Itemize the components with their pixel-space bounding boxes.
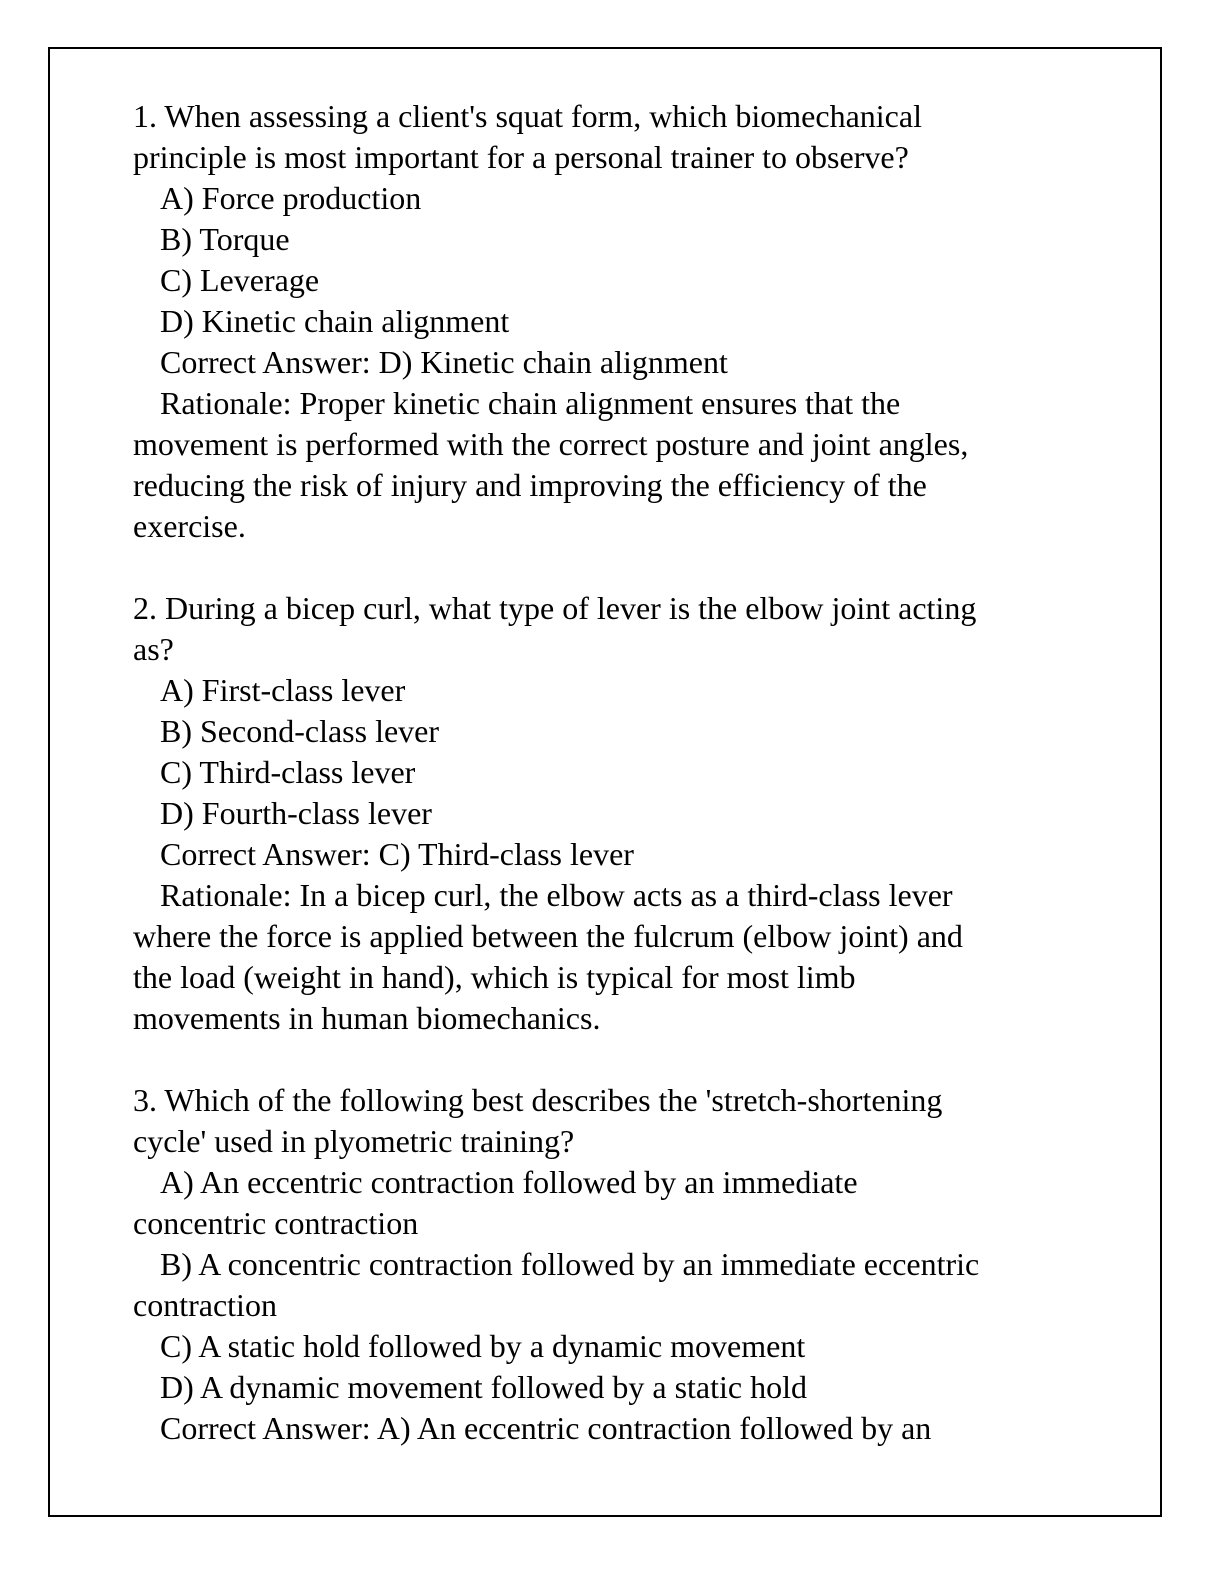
option-d: D) A dynamic movement followed by a static hold [160, 1369, 807, 1405]
paragraph-gap [133, 1039, 1093, 1080]
option-b: B) Torque [160, 221, 290, 257]
option-c: C) A static hold followed by a dynamic movement [160, 1328, 806, 1364]
question-stem-line: 2. During a bicep curl, what type of lever is the elbow joint acting [133, 590, 977, 626]
rationale-line: Rationale: Proper kinetic chain alignment ensures that the [160, 385, 901, 421]
option-b-continued: contraction [133, 1287, 277, 1323]
question-stem-line: 3. Which of the following best describes the 'stretch-shortening [133, 1082, 943, 1118]
option-d: D) Kinetic chain alignment [160, 303, 510, 339]
correct-answer: Correct Answer: A) An eccentric contraction followed by an [160, 1410, 932, 1446]
option-a: A) An eccentric contraction followed by an immediate [160, 1164, 858, 1200]
question-stem-line: as? [133, 631, 174, 667]
document-body [133, 96, 1093, 1449]
option-c: C) Leverage [160, 262, 320, 298]
correct-answer: Correct Answer: C) Third-class lever [160, 836, 634, 872]
question-1 [133, 96, 1093, 547]
option-b: B) Second-class lever [160, 713, 440, 749]
correct-answer: Correct Answer: D) Kinetic chain alignment [160, 344, 728, 380]
question-3 [133, 1080, 1093, 1449]
paragraph-gap [133, 547, 1093, 588]
question-stem-line: cycle' used in plyometric training? [133, 1123, 575, 1159]
rationale-line: where the force is applied between the fulcrum (elbow joint) and [133, 918, 963, 954]
rationale-line: Rationale: In a bicep curl, the elbow acts as a third-class lever [160, 877, 953, 913]
option-a: A) First-class lever [160, 672, 406, 708]
option-b: B) A concentric contraction followed by an immediate eccentric [160, 1246, 980, 1282]
rationale-line: movements in human biomechanics. [133, 1000, 601, 1036]
option-c: C) Third-class lever [160, 754, 416, 790]
option-a: A) Force production [160, 180, 422, 216]
question-stem-line: principle is most important for a personal trainer to observe? [133, 139, 909, 175]
rationale-line: exercise. [133, 508, 246, 544]
rationale-line: the load (weight in hand), which is typical for most limb [133, 959, 856, 995]
option-d: D) Fourth-class lever [160, 795, 432, 831]
question-stem-line: 1. When assessing a client's squat form, which biomechanical [133, 98, 922, 134]
rationale-line: movement is performed with the correct posture and joint angles, [133, 426, 969, 462]
rationale-line: reducing the risk of injury and improving the efficiency of the [133, 467, 927, 503]
option-a-continued: concentric contraction [133, 1205, 419, 1241]
question-2 [133, 588, 1093, 1039]
